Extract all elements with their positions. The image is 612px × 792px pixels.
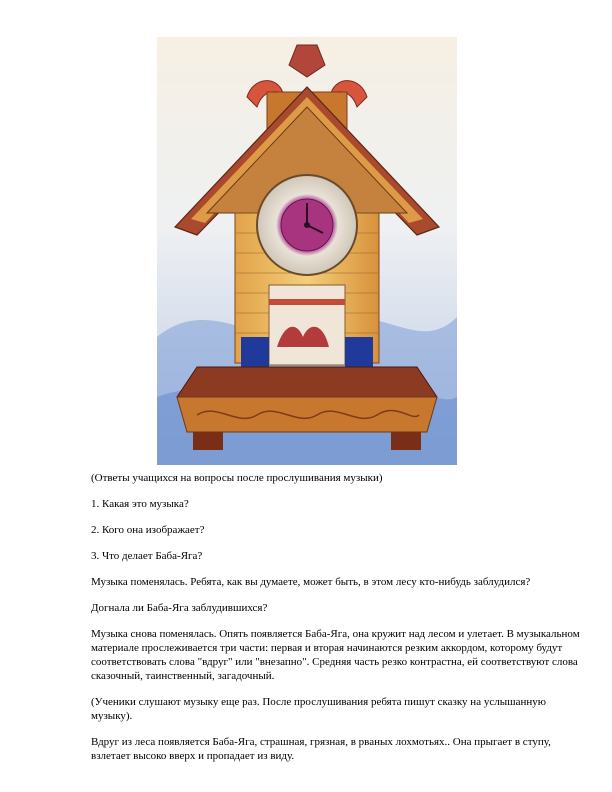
- paragraph-story: Вдруг из леса появляется Баба-Яга, страшная, грязная, в рваных лохмотьях.. Она прыгает в ступу, взлетает высоко вверх и пропадает из виду.: [91, 736, 551, 762]
- paragraph-intro: (Ответы учащихся на вопросы после прослушивания музыки): [91, 472, 383, 484]
- paragraph-students-listen: (Ученики слушают музыку еще раз. После прослушивания ребята пишут сказку на услышанную музыку).: [91, 696, 546, 722]
- question-2: 2. Кого она изображает?: [91, 524, 205, 536]
- paragraph-caught-up: Догнала ли Баба-Яга заблудившихся?: [91, 602, 268, 614]
- question-1: 1. Какая это музыка?: [91, 498, 189, 510]
- paragraph-music-changed: Музыка поменялась. Ребята, как вы думаете, может быть, в этом лесу кто-нибудь заблудился?: [91, 576, 531, 588]
- cuckoo-clock-illustration: [157, 37, 457, 465]
- clock-face: [257, 175, 357, 275]
- embroidered-curtain: [269, 285, 345, 365]
- question-3: 3. Что делает Баба-Яга?: [91, 550, 203, 562]
- paragraph-music-again: Музыка снова поменялась. Опять появляется Баба-Яга, она кружит над лесом и улетает. В музыкальном материале прослеживается три части: первая и вторая начинаются резким аккордом, которому будут соответствовать слова "вдруг" или "внезапно". Средняя часть резко контрастна, ей соответствуют слова сказочный, таинственный, загадочный.: [91, 628, 580, 682]
- article-text: [91, 471, 581, 775]
